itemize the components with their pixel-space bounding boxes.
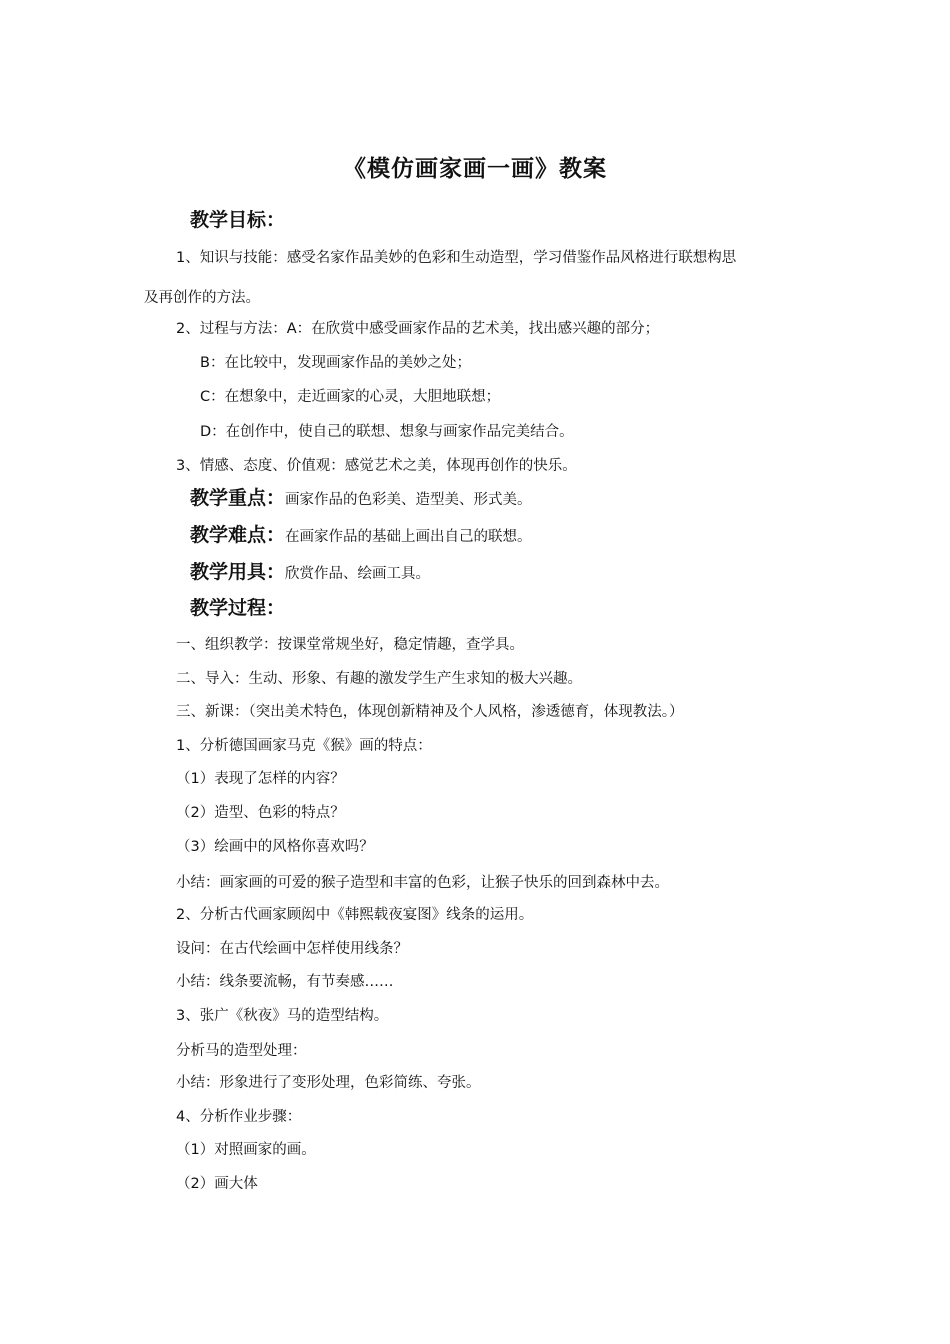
process-line: （2）造型、色彩的特点？ [176,805,345,821]
tools-row [190,561,430,585]
process-line: （2）画大体 [176,1176,258,1192]
key-point-label: 教学重点： [190,487,286,509]
process-line: 3、张广《秋夜》马的造型结构。 [176,1008,389,1024]
objective-2-c: C：在想象中，走近画家的心灵，大胆地联想； [200,389,501,405]
key-point-text: 画家作品的色彩美、造型美、形式美。 [285,492,532,508]
process-line: 三、新课：（突出美术特色，体现创新精神及个人风格，渗透德育，体现教法。） [176,704,684,720]
objective-2: 2、过程与方法：A：在欣赏中感受画家作品的艺术美，找出感兴趣的部分； [176,321,660,337]
process-line: 设问：在古代绘画中怎样使用线条？ [176,941,408,957]
process-line: 小结：线条要流畅，有节奏感…… [176,974,394,990]
process-line: （1）对照画家的画。 [176,1142,316,1158]
difficulty-label: 教学难点： [190,524,286,546]
objective-3: 3、情感、态度、价值观：感觉艺术之美，体现再创作的快乐。 [176,458,577,474]
objective-2-b: B：在比较中，发现画家作品的美妙之处； [200,355,471,371]
process-line: 小结：画家画的可爱的猴子造型和丰富的色彩，让猴子快乐的回到森林中去。 [176,875,669,891]
process-line: 一、组织教学：按课堂常规坐好，稳定情趣，查学具。 [176,637,524,653]
process-line: 2、分析古代画家顾闳中《韩熙载夜宴图》线条的运用。 [176,907,534,923]
difficulty-row [190,524,532,548]
process-line: 分析马的造型处理： [176,1043,307,1059]
document-title: 《模仿画家画一画》教案 [343,156,607,182]
tools-text: 欣赏作品、绘画工具。 [285,566,431,582]
objective-1-line1: 1、知识与技能：感受名家作品美妙的色彩和生动造型，学习借鉴作品风格进行联想构思 [176,250,737,266]
objectives-heading: 教学目标： [190,209,286,231]
process-line: 4、分析作业步骤： [176,1109,302,1125]
key-point-row [190,487,532,511]
process-heading: 教学过程： [190,597,286,619]
difficulty-text: 在画家作品的基础上画出自己的联想。 [285,529,532,545]
process-line: （3）绘画中的风格你喜欢吗？ [176,839,374,855]
process-line: 小结：形象进行了变形处理，色彩简练、夸张。 [176,1075,481,1091]
objective-1-line2: 及再创作的方法。 [144,290,260,306]
tools-label: 教学用具： [190,561,286,583]
process-line: 二、导入：生动、形象、有趣的激发学生产生求知的极大兴趣。 [176,671,582,687]
process-line: （1）表现了怎样的内容？ [176,771,345,787]
process-line: 1、分析德国画家马克《猴》画的特点： [176,738,432,754]
objective-2-d: D：在创作中，使自己的联想、想象与画家作品完美结合。 [200,424,574,440]
